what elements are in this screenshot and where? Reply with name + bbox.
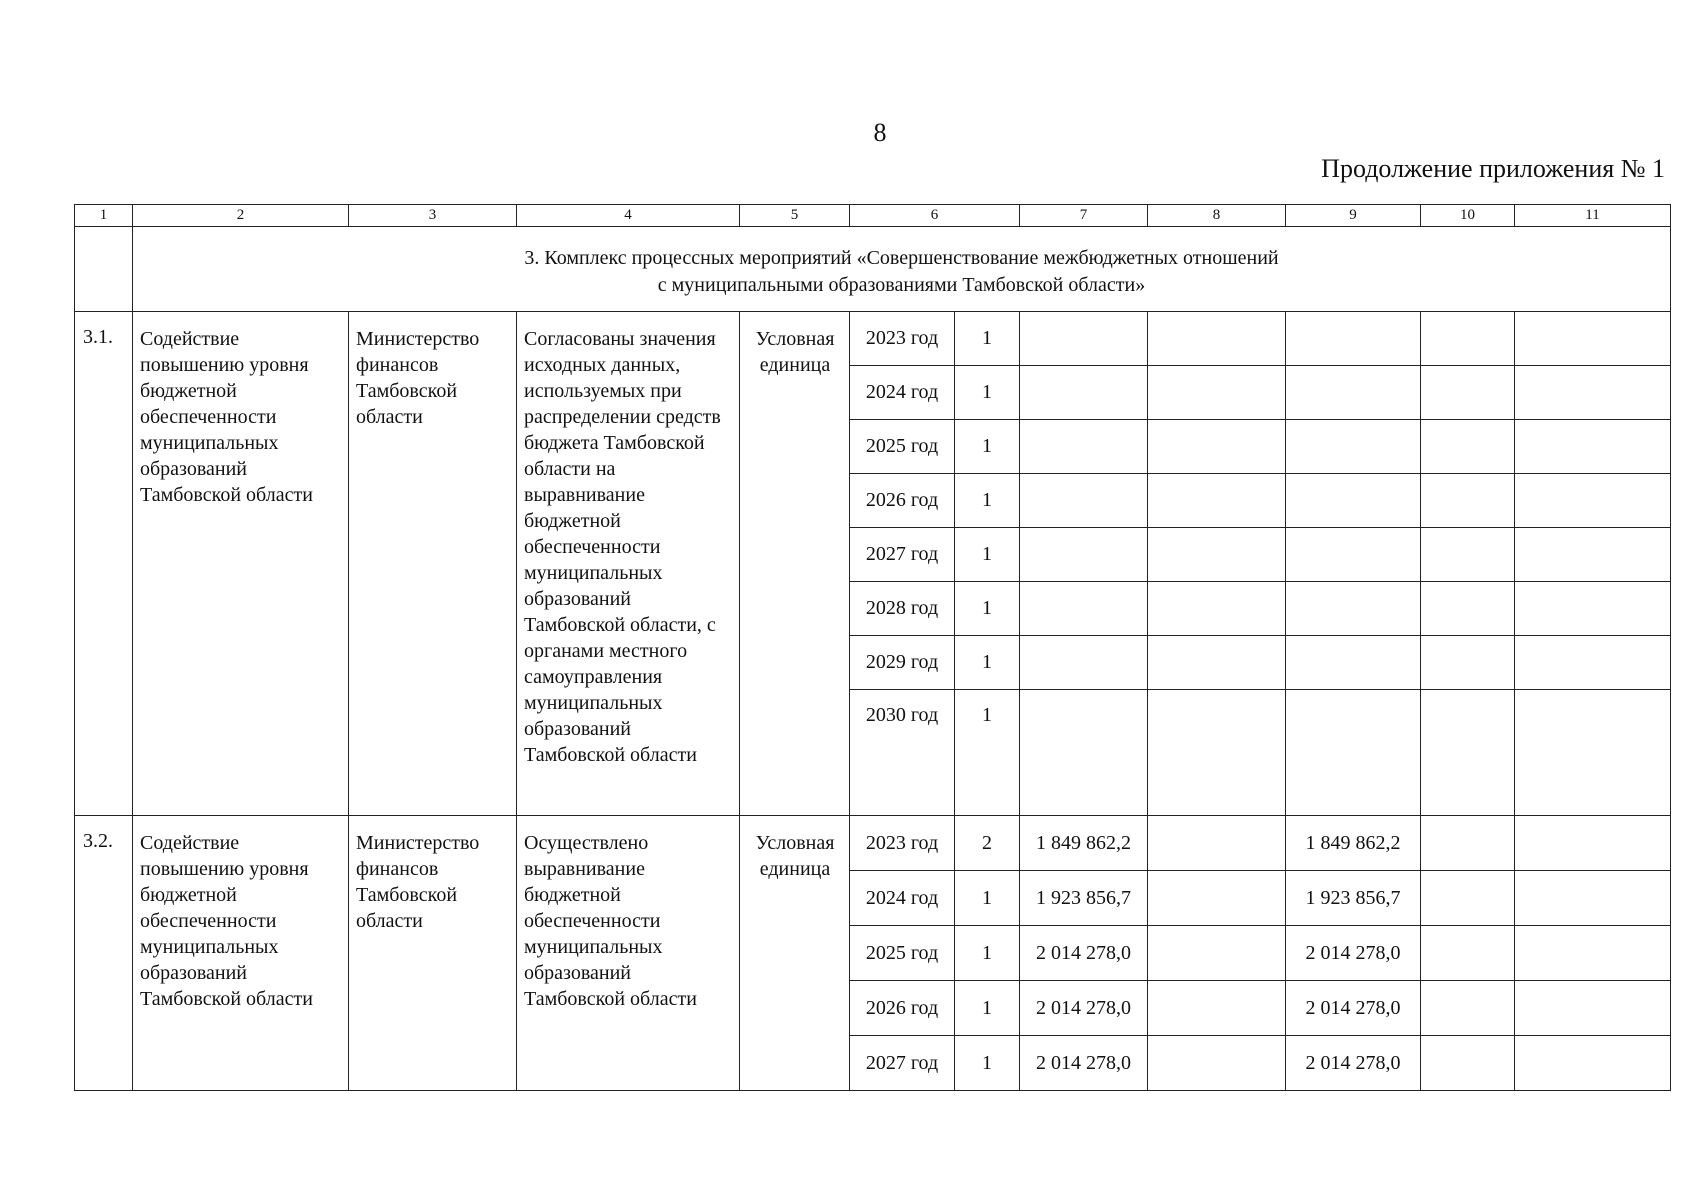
page-number: 8 — [873, 118, 887, 147]
value-cell: 1 — [955, 636, 1020, 690]
column-number: 9 — [1286, 205, 1421, 227]
col9-cell — [1286, 420, 1421, 474]
col7-cell: 2 014 278,0 — [1020, 1036, 1148, 1091]
col7-cell — [1020, 636, 1148, 690]
annex-note: Продолжение приложения № 1 — [1321, 154, 1665, 183]
responsible-cell: Министерство финансов Тамбовской области — [349, 816, 517, 1091]
col11-cell — [1515, 528, 1671, 582]
column-number: 3 — [349, 205, 517, 227]
value-cell: 1 — [955, 528, 1020, 582]
value-cell: 1 — [955, 871, 1020, 926]
col8-cell — [1148, 312, 1286, 366]
col11-cell — [1515, 871, 1671, 926]
col8-cell — [1148, 816, 1286, 871]
col8-cell — [1148, 981, 1286, 1036]
col11-cell — [1515, 420, 1671, 474]
col10-cell — [1421, 690, 1515, 816]
column-number: 11 — [1515, 205, 1671, 227]
col7-cell — [1020, 474, 1148, 528]
column-number: 4 — [517, 205, 740, 227]
task-cell: Содействие повышению уровня бюджетной обеспеченности муниципальных образований Тамбовской области — [133, 816, 349, 1091]
col10-cell — [1421, 981, 1515, 1036]
col7-cell: 1 849 862,2 — [1020, 816, 1148, 871]
year-cell: 2028 год — [850, 582, 955, 636]
year-cell: 2025 год — [850, 420, 955, 474]
col10-cell — [1421, 366, 1515, 420]
col8-cell — [1148, 420, 1286, 474]
col7-cell — [1020, 420, 1148, 474]
col9-cell: 1 923 856,7 — [1286, 871, 1421, 926]
col10-cell — [1421, 926, 1515, 981]
year-cell: 2023 год — [850, 816, 955, 871]
col11-cell — [1515, 690, 1671, 816]
col9-cell — [1286, 636, 1421, 690]
col10-cell — [1421, 528, 1515, 582]
column-number: 6 — [850, 205, 1020, 227]
col8-cell — [1148, 366, 1286, 420]
column-number: 10 — [1421, 205, 1515, 227]
unit-cell: Условная единица — [740, 816, 850, 1091]
value-cell: 1 — [955, 366, 1020, 420]
col10-cell — [1421, 816, 1515, 871]
col7-cell — [1020, 528, 1148, 582]
table-row — [75, 312, 1671, 366]
year-cell: 2027 год — [850, 1036, 955, 1091]
year-cell: 2029 год — [850, 636, 955, 690]
column-number: 7 — [1020, 205, 1148, 227]
col9-cell — [1286, 528, 1421, 582]
column-number: 2 — [133, 205, 349, 227]
year-cell: 2024 год — [850, 366, 955, 420]
col8-cell — [1148, 582, 1286, 636]
unit-cell: Условная единица — [740, 312, 850, 816]
year-cell: 2027 год — [850, 528, 955, 582]
table-row — [75, 816, 1671, 871]
col11-cell — [1515, 582, 1671, 636]
col9-cell: 1 849 862,2 — [1286, 816, 1421, 871]
col9-cell: 2 014 278,0 — [1286, 981, 1421, 1036]
row-number: 3.2. — [75, 816, 133, 1091]
value-cell: 1 — [955, 420, 1020, 474]
col11-cell — [1515, 926, 1671, 981]
col9-cell: 2 014 278,0 — [1286, 926, 1421, 981]
year-cell: 2030 год — [850, 690, 955, 816]
column-number: 8 — [1148, 205, 1286, 227]
col7-cell — [1020, 690, 1148, 816]
col11-cell — [1515, 474, 1671, 528]
col11-cell — [1515, 1036, 1671, 1091]
col10-cell — [1421, 312, 1515, 366]
col8-cell — [1148, 528, 1286, 582]
col8-cell — [1148, 636, 1286, 690]
column-number-row — [75, 205, 1671, 227]
col7-cell: 1 923 856,7 — [1020, 871, 1148, 926]
col9-cell — [1286, 474, 1421, 528]
col11-cell — [1515, 981, 1671, 1036]
col10-cell — [1421, 474, 1515, 528]
responsible-cell: Министерство финансов Тамбовской области — [349, 312, 517, 816]
value-cell: 1 — [955, 582, 1020, 636]
value-cell: 2 — [955, 816, 1020, 871]
row-number: 3.1. — [75, 312, 133, 816]
col8-cell — [1148, 474, 1286, 528]
col8-cell — [1148, 871, 1286, 926]
col10-cell — [1421, 582, 1515, 636]
value-cell: 1 — [955, 312, 1020, 366]
col9-cell — [1286, 582, 1421, 636]
col10-cell — [1421, 636, 1515, 690]
col10-cell — [1421, 871, 1515, 926]
col10-cell — [1421, 1036, 1515, 1091]
col11-cell — [1515, 816, 1671, 871]
value-cell: 1 — [955, 1036, 1020, 1091]
col9-cell — [1286, 690, 1421, 816]
col7-cell: 2 014 278,0 — [1020, 981, 1148, 1036]
year-cell: 2023 год — [850, 312, 955, 366]
year-cell: 2026 год — [850, 474, 955, 528]
section-title — [133, 227, 1671, 312]
col10-cell — [1421, 420, 1515, 474]
value-cell: 1 — [955, 690, 1020, 816]
section-title-line: с муниципальными образованиями Тамбовской области» — [657, 274, 1146, 296]
value-cell: 1 — [955, 926, 1020, 981]
col11-cell — [1515, 312, 1671, 366]
col8-cell — [1148, 690, 1286, 816]
col7-cell — [1020, 312, 1148, 366]
task-cell: Содействие повышению уровня бюджетной обеспеченности муниципальных образований Тамбовской области — [133, 312, 349, 816]
value-cell: 1 — [955, 474, 1020, 528]
col11-cell — [1515, 366, 1671, 420]
program-table — [74, 204, 1671, 1091]
value-cell: 1 — [955, 981, 1020, 1036]
col11-cell — [1515, 636, 1671, 690]
section-row — [75, 227, 1671, 312]
col9-cell: 2 014 278,0 — [1286, 1036, 1421, 1091]
year-cell: 2026 год — [850, 981, 955, 1036]
section-number-cell — [75, 227, 133, 312]
column-number: 1 — [75, 205, 133, 227]
col7-cell: 2 014 278,0 — [1020, 926, 1148, 981]
column-number: 5 — [740, 205, 850, 227]
year-cell: 2025 год — [850, 926, 955, 981]
col7-cell — [1020, 582, 1148, 636]
col9-cell — [1286, 312, 1421, 366]
result-cell: Согласованы значения исходных данных, используемых при распределении средств бюджета Тамбовской области на выравнивание бюджетной обеспеченности муниципальных образований Тамбовской области, с органами местного самоуправления муниципальных образований Тамбовской области — [517, 312, 740, 816]
col9-cell — [1286, 366, 1421, 420]
year-cell: 2024 год — [850, 871, 955, 926]
col8-cell — [1148, 926, 1286, 981]
section-title-line: 3. Комплекс процессных мероприятий «Совершенствование межбюджетных отношений — [524, 247, 1279, 269]
col8-cell — [1148, 1036, 1286, 1091]
result-cell: Осуществлено выравнивание бюджетной обеспеченности муниципальных образований Тамбовской области — [517, 816, 740, 1091]
col7-cell — [1020, 366, 1148, 420]
